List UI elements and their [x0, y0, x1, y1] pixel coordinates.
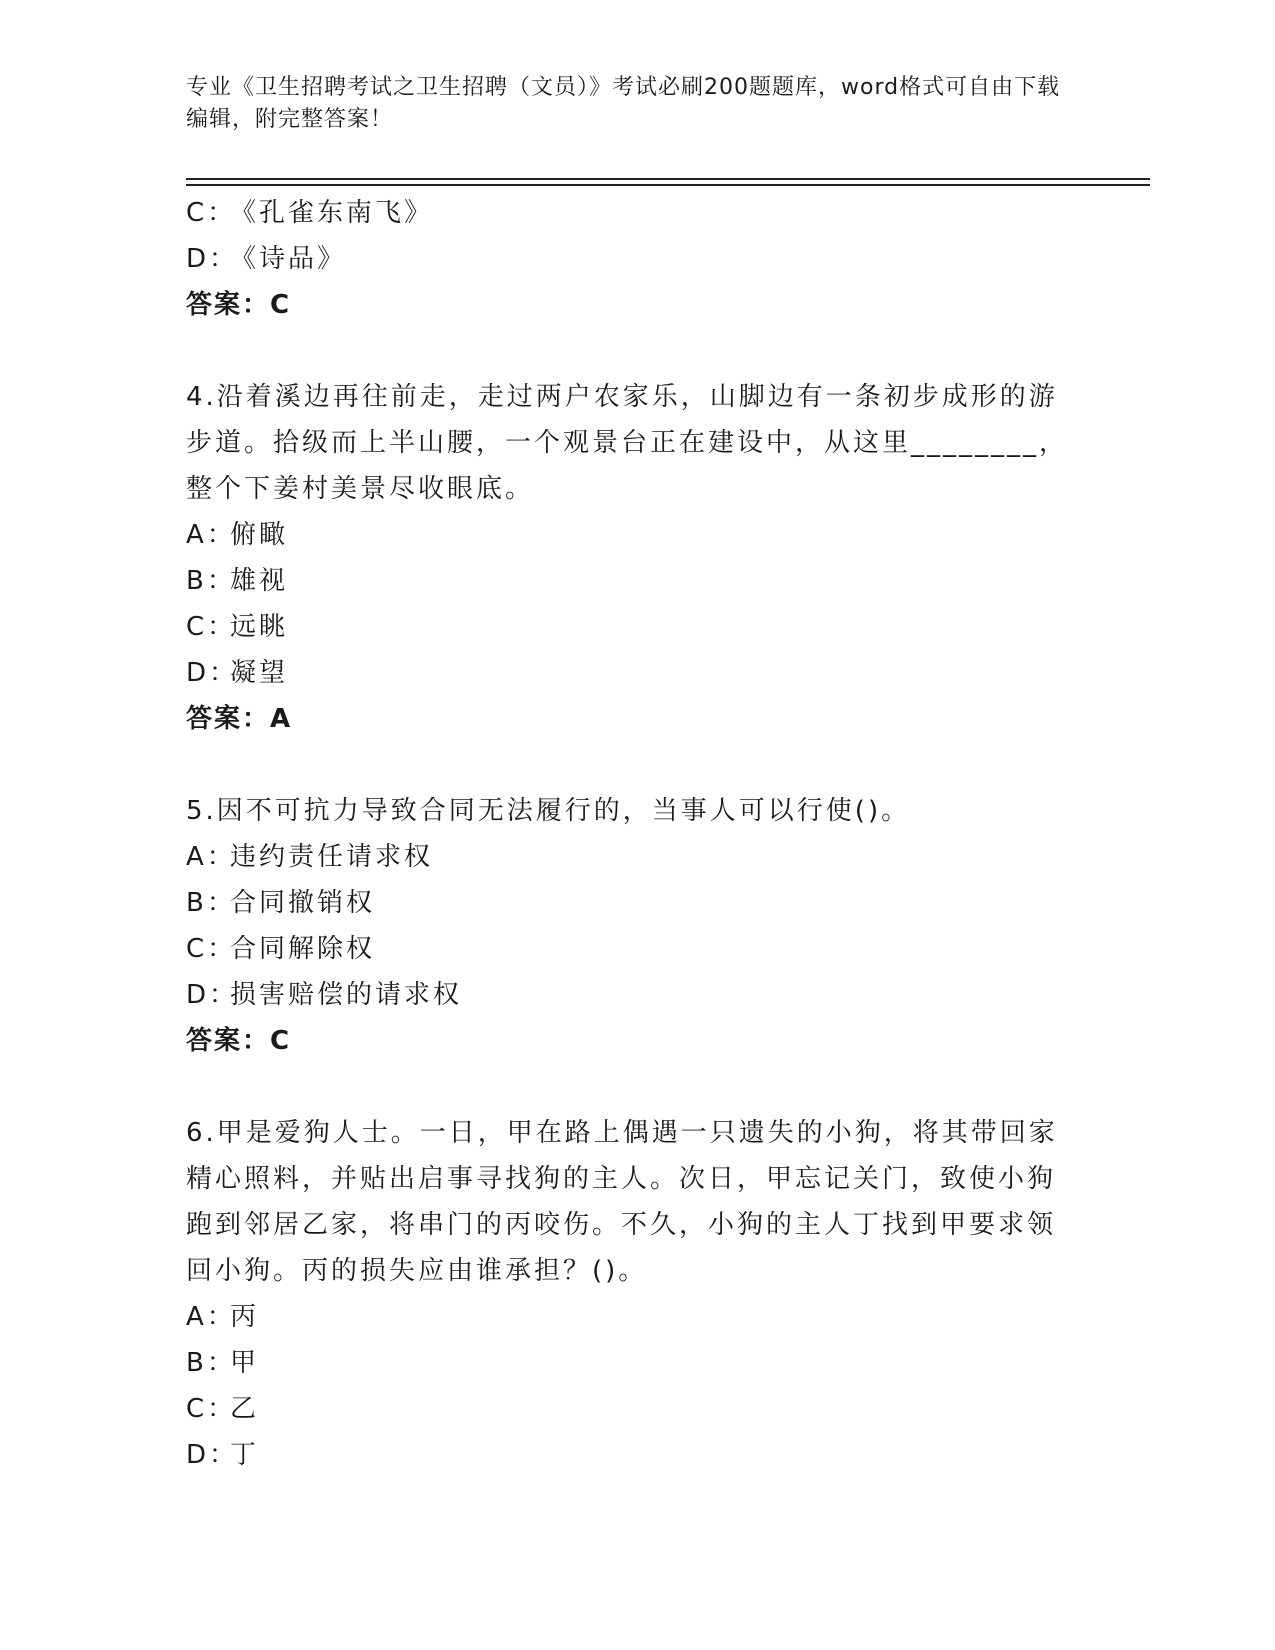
option-text: 合同解除权 — [230, 934, 376, 964]
option-row — [186, 834, 1066, 880]
question-6 — [186, 1110, 1066, 1478]
spacer — [186, 328, 1066, 374]
option-letter: A： — [186, 520, 236, 550]
option-letter: C： — [186, 198, 237, 228]
option-letter: D： — [186, 1440, 239, 1470]
option-letter: B： — [186, 566, 236, 596]
option-row — [186, 558, 1066, 604]
option-row — [186, 604, 1066, 650]
question-content — [186, 190, 1069, 1478]
question-stem-line: 6.甲是爱狗人士。一日，甲在路上偶遇一只遗失的小狗，将其带回家 — [186, 1118, 1058, 1148]
answer-line: 答案：C — [186, 290, 292, 320]
option-letter: A： — [186, 842, 236, 872]
option-text: 雄视 — [230, 566, 289, 596]
option-row — [186, 1386, 1066, 1432]
option-letter: C： — [186, 934, 237, 964]
option-row — [186, 972, 1066, 1018]
option-text: 乙 — [230, 1394, 260, 1424]
question-stem-line: 整个下姜村美景尽收眼底。 — [186, 474, 535, 504]
header-divider-bottom — [186, 184, 1150, 186]
spacer — [186, 742, 1066, 788]
option-letter: C： — [186, 612, 237, 642]
option-letter: A： — [186, 1302, 236, 1332]
option-row — [186, 190, 1066, 236]
option-text: 远眺 — [230, 612, 289, 642]
option-text: 损害赔偿的请求权 — [230, 980, 463, 1010]
spacer — [186, 1064, 1066, 1110]
question-stem-line: 精心照料，并贴出启事寻找狗的主人。次日，甲忘记关门，致使小狗 — [186, 1164, 1057, 1194]
answer-line: 答案：C — [186, 1026, 292, 1056]
option-letter: C： — [186, 1394, 237, 1424]
option-row — [186, 880, 1066, 926]
question-5 — [186, 788, 1066, 1064]
option-text: 合同撤销权 — [230, 888, 376, 918]
option-row — [186, 650, 1066, 696]
question-stem-line: 回小狗。丙的损失应由谁承担？()。 — [186, 1256, 648, 1286]
option-text: 甲 — [230, 1348, 260, 1378]
option-letter: D： — [186, 658, 239, 688]
option-row — [186, 512, 1066, 558]
page-header: 专业《卫生招聘考试之卫生招聘（文员）》考试必刷200题题库，word格式可自由下载编辑，附完整答案！ — [186, 75, 1061, 132]
option-letter: D： — [186, 980, 239, 1010]
option-row — [186, 1294, 1066, 1340]
option-row — [186, 1340, 1066, 1386]
option-row — [186, 1432, 1066, 1478]
option-letter: D： — [186, 244, 239, 274]
option-text: 丁 — [230, 1440, 260, 1470]
option-text: 《孔雀东南飞》 — [230, 198, 434, 228]
option-text: 凝望 — [230, 658, 289, 688]
option-letter: B： — [186, 1348, 236, 1378]
question-stem-line: 5.因不可抗力导致合同无法履行的，当事人可以行使()。 — [186, 796, 911, 826]
option-row — [186, 236, 1066, 282]
option-text: 违约责任请求权 — [230, 842, 434, 872]
option-row — [186, 926, 1066, 972]
option-letter: B： — [186, 888, 236, 918]
question-stem-line: 步道。拾级而上半山腰，一个观景台正在建设中，从这里________， — [186, 428, 1069, 458]
header-divider-top — [186, 178, 1150, 180]
option-text: 俯瞰 — [230, 520, 289, 550]
question-stem-line: 4.沿着溪边再往前走，走过两户农家乐，山脚边有一条初步成形的游 — [186, 382, 1058, 412]
option-text: 《诗品》 — [230, 244, 347, 274]
option-text: 丙 — [230, 1302, 260, 1332]
question-stem-line: 跑到邻居乙家，将串门的丙咬伤。不久，小狗的主人丁找到甲要求领 — [186, 1210, 1057, 1240]
question-4 — [186, 374, 1069, 742]
answer-line: 答案：A — [186, 704, 293, 734]
